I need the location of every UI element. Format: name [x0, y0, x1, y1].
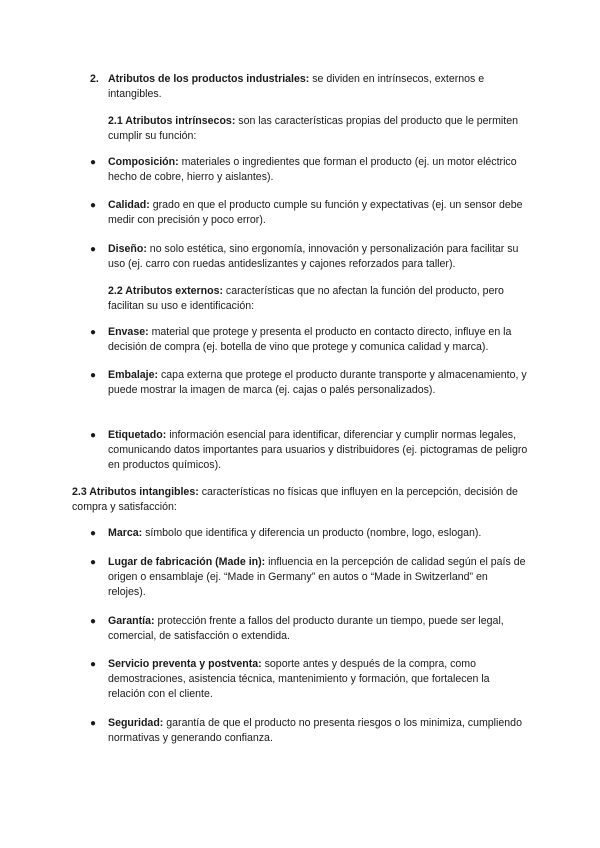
- subsection-2-1-desc: son las características propias del producto que le permiten cumplir su función:: [108, 115, 518, 142]
- subsection-2-3: [72, 485, 532, 515]
- subsection-2-3-desc: características no físicas que influyen en la percepción, decisión de compra y satisfacción:: [72, 486, 518, 513]
- subsection-2-2: [108, 284, 518, 314]
- bullet-icon: ●: [90, 370, 97, 381]
- item-text: material que protege y presenta el producto en contacto directo, influye en la decisión de compra (ej. botella de vino que protege y comunica calidad y marca).: [108, 326, 512, 353]
- subsection-2-1-title: 2.1 Atributos intrínsecos:: [108, 115, 236, 127]
- subsection-2-3-title: 2.3 Atributos intangibles:: [72, 486, 199, 498]
- section-2-title: Atributos de los productos industriales:: [108, 73, 310, 85]
- subsection-2-1: [108, 114, 518, 144]
- bullet-icon: ●: [90, 157, 97, 168]
- item-text: no solo estética, sino ergonomía, innovación y personalización para facilitar su uso (ej. carro con ruedas antideslizantes y cajones reforzados para taller).: [108, 243, 519, 270]
- item-text: materiales o ingredientes que forman el producto (ej. un motor eléctrico hecho de cobre, hierro y aislantes).: [108, 156, 517, 183]
- bullet-icon: ●: [90, 659, 97, 670]
- item-term: Etiquetado:: [108, 429, 167, 441]
- item-text: capa externa que protege el producto durante transporte y almacenamiento, y puede mostrar la imagen de marca (ej. cajas o palés personalizados).: [108, 369, 527, 396]
- bullet-icon: ●: [90, 327, 97, 338]
- item-term: Marca:: [108, 527, 143, 539]
- item-text: protección frente a fallos del producto durante un tiempo, puede ser legal, comercial, de satisfacción o extendida.: [108, 615, 504, 642]
- section-2-text: [108, 72, 508, 102]
- item-term: Envase:: [108, 326, 149, 338]
- bullet-icon: ●: [90, 557, 97, 568]
- section-2-desc: se dividen en intrínsecos, externos e intangibles.: [108, 73, 485, 100]
- item-term: Calidad:: [108, 199, 150, 211]
- bullet-icon: ●: [90, 430, 97, 441]
- item-term: Composición:: [108, 156, 179, 168]
- item-text: influencia en la percepción de calidad según el país de origen o ensamblaje (ej. “Made in Germany” en autos o “Made in Switzerland” en relojes).: [108, 556, 526, 598]
- item-term: Embalaje:: [108, 369, 159, 381]
- bullet-icon: ●: [90, 200, 97, 211]
- item-text: grado en que el producto cumple su función y expectativas (ej. un sensor debe medir con precisión y poco error).: [108, 199, 523, 226]
- item-term: Seguridad:: [108, 717, 164, 729]
- bullet-icon: ●: [90, 244, 97, 255]
- item-term: Lugar de fabricación (Made in):: [108, 556, 266, 568]
- item-text: símbolo que identifica y diferencia un producto (nombre, logo, eslogan).: [142, 527, 482, 539]
- item-text: soporte antes y después de la compra, como demostraciones, asistencia técnica, mantenimiento y formación, que fortalecen la relación con el cliente.: [108, 658, 490, 700]
- list-number: 2.: [90, 73, 99, 85]
- bullet-icon: ●: [90, 528, 97, 539]
- item-term: Servicio preventa y postventa:: [108, 658, 262, 670]
- item-term: Diseño:: [108, 243, 147, 255]
- bullet-icon: ●: [90, 616, 97, 627]
- item-text: información esencial para identificar, diferenciar y cumplir normas legales, comunicando datos importantes para usuarios y distribuidores (ej. pictogramas de peligro en productos químicos).: [108, 429, 528, 471]
- subsection-2-2-desc: características que no afectan la función del producto, pero facilitan su uso e identificación:: [108, 285, 504, 312]
- item-term: Garantía:: [108, 615, 155, 627]
- bullet-icon: ●: [90, 718, 97, 729]
- subsection-2-2-title: 2.2 Atributos externos:: [108, 285, 223, 297]
- item-text: garantía de que el producto no presenta riesgos o los minimiza, cumpliendo normativas y generando confianza.: [108, 717, 522, 744]
